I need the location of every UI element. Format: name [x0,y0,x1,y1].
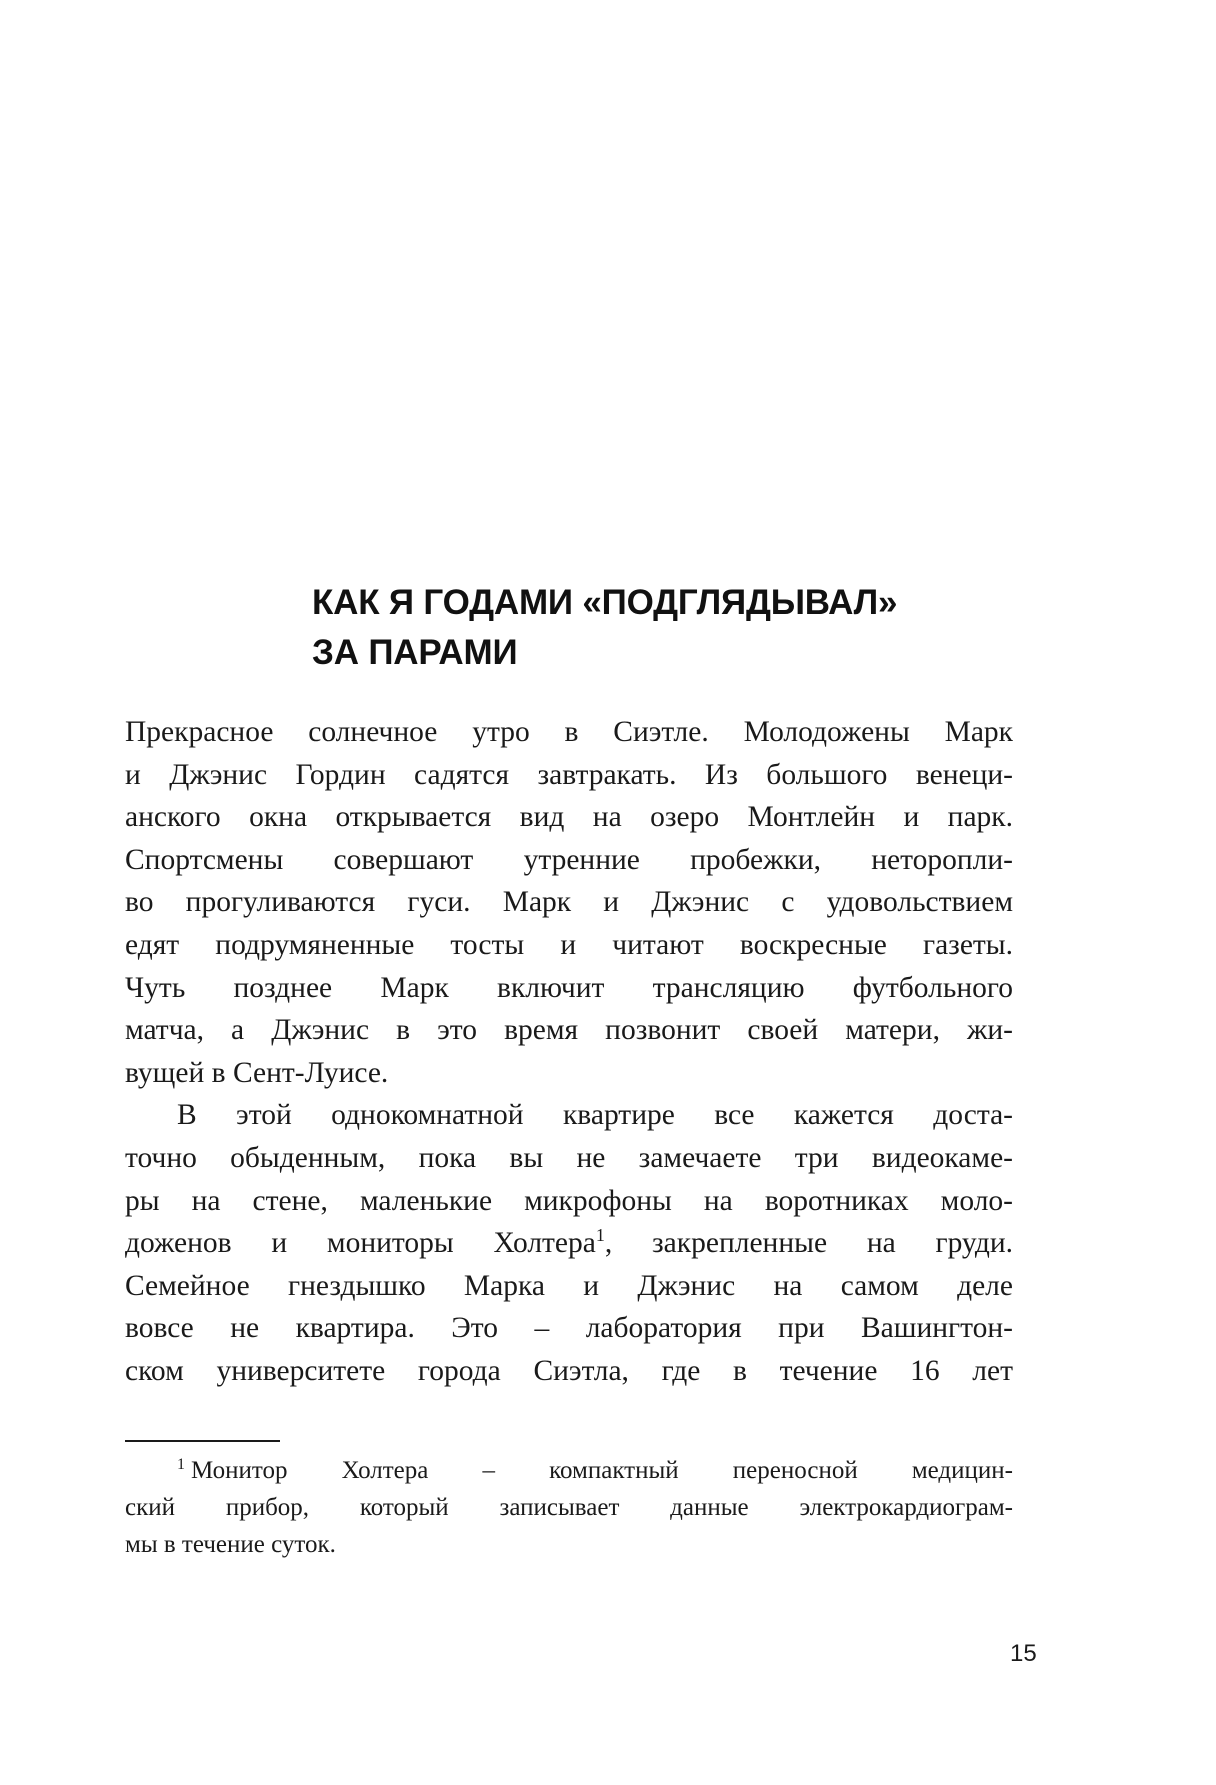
body-text [125,711,1013,1393]
text-line: ры на стене, маленькие микрофоны на воротниках моло- [125,1184,1013,1217]
text-line: В этой однокомнатной квартире все кажется доста- [177,1099,1013,1132]
text-line: и Джэнис Гордин садятся завтракать. Из большого венеци- [125,758,1013,791]
chapter-title-line-2: ЗА ПАРАМИ [312,633,518,672]
text-line: вущей в Сент-Луисе. [125,1056,389,1089]
text-line: точно обыденным, пока вы не замечаете три видеокаме- [125,1141,1013,1174]
chapter-title-line-1: КАК Я ГОДАМИ «ПОДГЛЯДЫВАЛ» [312,583,898,622]
footnote-marker: 1 [177,1456,185,1473]
text-fragment: доженов и мониторы Холтера [125,1227,596,1260]
footnote-line [125,1452,1013,1489]
footnote [125,1452,1013,1563]
text-line: матча, а Джэнис в это время позвонит своей матери, жи- [125,1014,1013,1047]
footnote-line: мы в течение суток. [125,1531,336,1558]
text-line: Прекрасное солнечное утро в Сиэтле. Молодожены Марк [125,716,1013,748]
text-line: едят подрумяненные тосты и читают воскресные газеты. [125,928,1013,961]
chapter-title [312,578,1072,678]
footnote-divider [125,1440,280,1442]
paragraph-1 [125,711,1013,1094]
text-line: вовсе не квартира. Это – лаборатория при Вашингтон- [125,1312,1013,1345]
text-line: анского окна открывается вид на озеро Монтлейн и парк. [125,801,1013,834]
footnote-text: Монитор Холтера – компактный переносной медицин- [191,1457,1013,1484]
text-line: Спортсмены совершают утренние пробежки, неторопли- [125,843,1013,876]
footnote-reference[interactable]: 1 [595,1225,605,1246]
text-line: Чуть позднее Марк включит трансляцию футбольного [125,971,1013,1004]
text-line: ском университете города Сиэтла, где в течение 16 лет [125,1354,1013,1387]
text-line: во прогуливаются гуси. Марк и Джэнис с удовольствием [125,886,1013,919]
text-line-with-footnote-ref [125,1222,1013,1265]
text-fragment: , закрепленные на груди. [604,1227,1013,1260]
text-line: Семейное гнездышко Марка и Джэнис на самом деле [125,1269,1013,1302]
paragraph-2 [125,1094,1013,1392]
page-number: 15 [1010,1640,1037,1667]
footnote-line: ский прибор, который записывает данные электрокардиограм- [125,1494,1013,1521]
